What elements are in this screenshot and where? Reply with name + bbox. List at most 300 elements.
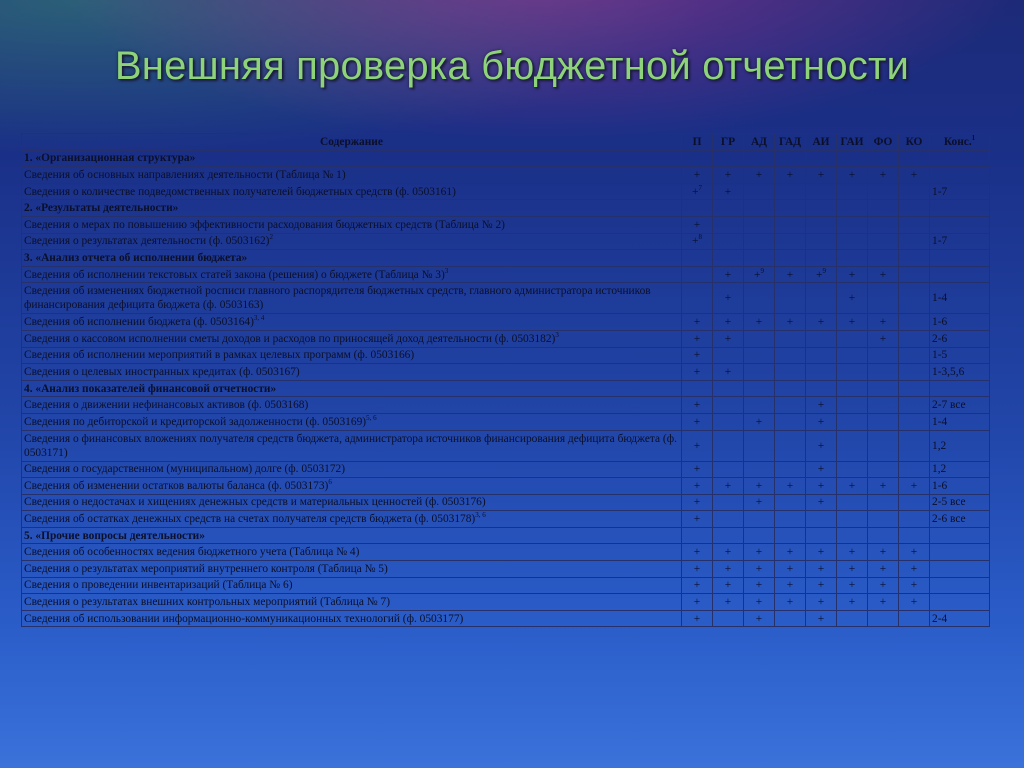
- mark-value: +: [786, 479, 794, 492]
- kons-cell: [930, 233, 990, 250]
- row-footnote: 3: [555, 330, 559, 339]
- mark-cell: [806, 250, 837, 267]
- mark-value: +: [724, 185, 732, 198]
- mark-cell: [806, 216, 837, 233]
- mark-cell: [837, 594, 868, 611]
- mark-value: +: [848, 562, 856, 575]
- mark-cell: [868, 461, 899, 478]
- mark-value: +: [910, 596, 918, 609]
- row-footnote: 3: [444, 266, 449, 275]
- mark-cell: [713, 233, 744, 250]
- kons-value: 1-5: [932, 349, 948, 362]
- table-row: [22, 183, 990, 200]
- mark-cell: [713, 413, 744, 430]
- mark-cell: [713, 200, 744, 217]
- mark-cell: [775, 330, 806, 347]
- mark-cell: [837, 150, 868, 167]
- mark-value: +: [693, 546, 701, 559]
- row-content: [22, 430, 682, 461]
- kons-cell: [930, 397, 990, 414]
- mark-cell: [899, 527, 930, 544]
- kons-cell: [930, 266, 990, 283]
- kons-cell: [930, 561, 990, 578]
- header-label: КО: [905, 135, 923, 148]
- mark-cell: [713, 430, 744, 461]
- mark-cell: [682, 527, 713, 544]
- table-row: [22, 167, 990, 184]
- mark-cell: [837, 330, 868, 347]
- mark-cell: [837, 380, 868, 397]
- mark-value: +: [724, 332, 732, 345]
- mark-value: +: [817, 168, 825, 181]
- row-text: Сведения об использовании информационно-коммуникационных технологий (ф. 0503177): [24, 612, 464, 625]
- mark-cell: [744, 200, 775, 217]
- mark-cell: [713, 167, 744, 184]
- table-row: [22, 461, 990, 478]
- mark-cell: [682, 577, 713, 594]
- row-text: Сведения о результатах мероприятий внутреннего контроля (Таблица № 5): [24, 562, 388, 575]
- kons-cell: [930, 250, 990, 267]
- row-text: 2. «Результаты деятельности»: [24, 202, 179, 215]
- mark-cell: [775, 216, 806, 233]
- mark-cell: [775, 610, 806, 627]
- table-body: [22, 150, 990, 627]
- kons-value: 2-7 все: [932, 399, 966, 412]
- mark-value: +: [879, 268, 887, 281]
- mark-cell: [899, 594, 930, 611]
- mark-cell: [744, 347, 775, 364]
- mark-cell: [713, 266, 744, 283]
- section-row: [22, 150, 990, 167]
- mark-cell: [899, 266, 930, 283]
- mark-value: +: [817, 479, 825, 492]
- mark-cell: [775, 364, 806, 381]
- mark-cell: [682, 511, 713, 528]
- header-label: ФО: [873, 135, 893, 148]
- row-text: Сведения о результатах внешних контрольных мероприятий (Таблица № 7): [24, 596, 390, 609]
- mark-value: +: [910, 579, 918, 592]
- mark-cell: [806, 200, 837, 217]
- mark-cell: [806, 413, 837, 430]
- kons-cell: [930, 461, 990, 478]
- mark-cell: [837, 494, 868, 511]
- mark-cell: [744, 183, 775, 200]
- mark-value: +: [754, 268, 761, 281]
- mark-value: +: [755, 562, 763, 575]
- mark-cell: [744, 250, 775, 267]
- mark-cell: [713, 283, 744, 314]
- mark-cell: [806, 314, 837, 331]
- mark-cell: [682, 364, 713, 381]
- mark-cell: [713, 380, 744, 397]
- mark-value: +: [786, 596, 794, 609]
- header-label: ГР: [720, 135, 736, 148]
- row-text: Сведения об исполнении мероприятий в рамках целевых программ (ф. 0503166): [24, 349, 415, 362]
- row-text: Сведения об изменении остатков валюты баланса (ф. 0503173): [24, 479, 329, 492]
- kons-value: 1-7: [932, 235, 948, 248]
- mark-cell: [775, 577, 806, 594]
- mark-cell: [682, 610, 713, 627]
- mark-value: +: [879, 562, 887, 575]
- table-row: [22, 494, 990, 511]
- mark-value: +: [755, 168, 763, 181]
- mark-cell: [899, 150, 930, 167]
- section-row: [22, 200, 990, 217]
- mark-cell: [837, 364, 868, 381]
- mark-value: +: [786, 579, 794, 592]
- mark-value: +: [848, 168, 856, 181]
- mark-cell: [682, 330, 713, 347]
- mark-value: +: [755, 579, 763, 592]
- mark-cell: [713, 494, 744, 511]
- row-content: [22, 330, 682, 347]
- row-text: Сведения о целевых иностранных кредитах (ф. 0503167): [24, 365, 300, 378]
- mark-value: +: [879, 479, 887, 492]
- mark-cell: [868, 347, 899, 364]
- row-text: 4. «Анализ показателей финансовой отчетности»: [24, 382, 277, 395]
- mark-cell: [868, 527, 899, 544]
- kons-value: 1-7: [932, 185, 948, 198]
- mark-value: +: [724, 546, 732, 559]
- kons-value: 1,2: [932, 439, 947, 452]
- mark-cell: [899, 397, 930, 414]
- slide-title: Внешняя проверка бюджетной отчетности: [114, 44, 910, 88]
- mark-cell: [806, 478, 837, 495]
- mark-cell: [899, 347, 930, 364]
- table-row: [22, 314, 990, 331]
- mark-value: +: [693, 365, 701, 378]
- mark-cell: [899, 314, 930, 331]
- mark-cell: [744, 610, 775, 627]
- mark-cell: [713, 577, 744, 594]
- mark-value: +: [817, 399, 825, 412]
- mark-cell: [806, 610, 837, 627]
- mark-cell: [744, 266, 775, 283]
- mark-cell: [899, 233, 930, 250]
- mark-value: +: [692, 235, 699, 248]
- mark-cell: [806, 330, 837, 347]
- row-content: [22, 364, 682, 381]
- mark-cell: [868, 577, 899, 594]
- mark-cell: [775, 397, 806, 414]
- kons-cell: [930, 544, 990, 561]
- mark-cell: [682, 494, 713, 511]
- row-text: Сведения об исполнении бюджета (ф. 0503164): [24, 316, 254, 329]
- mark-cell: [775, 544, 806, 561]
- header-label: ГАИ: [840, 135, 864, 148]
- mark-cell: [837, 200, 868, 217]
- mark-cell: [682, 347, 713, 364]
- mark-cell: [744, 527, 775, 544]
- mark-cell: [775, 250, 806, 267]
- mark-footnote: 9: [760, 266, 764, 275]
- mark-cell: [868, 544, 899, 561]
- mark-cell: [682, 167, 713, 184]
- mark-cell: [899, 183, 930, 200]
- mark-cell: [682, 430, 713, 461]
- mark-cell: [868, 250, 899, 267]
- table-row: [22, 413, 990, 430]
- mark-value: +: [848, 268, 856, 281]
- mark-cell: [837, 250, 868, 267]
- mark-cell: [837, 527, 868, 544]
- mark-cell: [682, 266, 713, 283]
- kons-cell: [930, 330, 990, 347]
- mark-cell: [837, 430, 868, 461]
- mark-cell: [775, 233, 806, 250]
- mark-cell: [806, 561, 837, 578]
- mark-value: +: [724, 365, 732, 378]
- row-text: 1. «Организационная структура»: [24, 152, 196, 165]
- mark-value: +: [817, 546, 825, 559]
- mark-cell: [682, 314, 713, 331]
- mark-value: +: [786, 546, 794, 559]
- mark-cell: [744, 397, 775, 414]
- mark-value: +: [693, 415, 701, 428]
- table-row: [22, 347, 990, 364]
- mark-cell: [713, 544, 744, 561]
- mark-cell: [868, 283, 899, 314]
- mark-cell: [713, 216, 744, 233]
- kons-cell: [930, 364, 990, 381]
- mark-value: +: [693, 513, 701, 526]
- mark-cell: [899, 478, 930, 495]
- mark-cell: [868, 200, 899, 217]
- row-text: Сведения об особенностях ведения бюджетного учета (Таблица № 4): [24, 546, 360, 559]
- mark-cell: [868, 167, 899, 184]
- kons-cell: [930, 283, 990, 314]
- mark-cell: [713, 397, 744, 414]
- mark-cell: [682, 250, 713, 267]
- table-row: [22, 577, 990, 594]
- mark-value: +: [724, 292, 732, 305]
- table-row: [22, 283, 990, 314]
- mark-cell: [899, 494, 930, 511]
- table-row: [22, 561, 990, 578]
- mark-cell: [868, 511, 899, 528]
- mark-value: +: [693, 399, 701, 412]
- kons-cell: [930, 183, 990, 200]
- row-text: Сведения об остатках денежных средств на счетах получателя средств бюджета (ф. 0503178): [24, 513, 476, 526]
- mark-value: +: [693, 479, 701, 492]
- mark-cell: [775, 283, 806, 314]
- mark-value: +: [910, 562, 918, 575]
- table-row: [22, 430, 990, 461]
- mark-footnote: 8: [698, 233, 702, 242]
- mark-cell: [682, 200, 713, 217]
- kons-cell: [930, 494, 990, 511]
- mark-value: +: [879, 316, 887, 329]
- row-text: Сведения о недостачах и хищениях денежных средств и материальных ценностей (ф. 0503176): [24, 496, 486, 509]
- mark-cell: [775, 413, 806, 430]
- mark-cell: [744, 283, 775, 314]
- row-text: Сведения об изменениях бюджетной росписи главного распорядителя бюджетных средств, главного администратора источников финансирования дефицита бюджета (ф. 0503163): [24, 285, 651, 312]
- mark-value: +: [755, 496, 763, 509]
- header-column: [713, 134, 744, 151]
- table-row: [22, 544, 990, 561]
- header-column: [775, 134, 806, 151]
- kons-value: 2-4: [932, 612, 948, 625]
- mark-cell: [775, 430, 806, 461]
- mark-cell: [806, 150, 837, 167]
- mark-cell: [899, 461, 930, 478]
- mark-value: +: [693, 439, 701, 452]
- mark-value: +: [724, 316, 732, 329]
- mark-value: +: [848, 596, 856, 609]
- mark-cell: [744, 413, 775, 430]
- row-content: [22, 610, 682, 627]
- mark-cell: [682, 478, 713, 495]
- mark-cell: [806, 527, 837, 544]
- header-column: [899, 134, 930, 151]
- mark-value: +: [693, 463, 701, 476]
- mark-value: +: [817, 439, 825, 452]
- mark-cell: [899, 283, 930, 314]
- mark-cell: [775, 527, 806, 544]
- mark-value: +: [693, 579, 701, 592]
- kons-cell: [930, 167, 990, 184]
- section-title: [22, 250, 682, 267]
- mark-cell: [837, 461, 868, 478]
- row-text: Сведения о количестве подведомственных получателей бюджетных средств (ф. 0503161): [24, 185, 456, 198]
- mark-cell: [899, 250, 930, 267]
- kons-cell: [930, 380, 990, 397]
- mark-value: +: [786, 268, 794, 281]
- mark-cell: [806, 594, 837, 611]
- mark-cell: [775, 594, 806, 611]
- mark-value: +: [724, 268, 732, 281]
- mark-cell: [775, 167, 806, 184]
- mark-cell: [899, 610, 930, 627]
- row-footnote: 3, 6: [475, 511, 486, 520]
- mark-cell: [713, 511, 744, 528]
- mark-cell: [806, 183, 837, 200]
- report-table: [21, 133, 990, 627]
- mark-cell: [806, 233, 837, 250]
- mark-cell: [775, 150, 806, 167]
- mark-cell: [682, 183, 713, 200]
- kons-cell: [930, 430, 990, 461]
- mark-cell: [868, 330, 899, 347]
- mark-value: +: [724, 479, 732, 492]
- mark-value: +: [879, 596, 887, 609]
- mark-cell: [868, 364, 899, 381]
- mark-cell: [682, 561, 713, 578]
- mark-cell: [806, 380, 837, 397]
- kons-cell: [930, 314, 990, 331]
- row-content: [22, 183, 682, 200]
- mark-value: +: [910, 546, 918, 559]
- mark-cell: [899, 364, 930, 381]
- section-row: [22, 380, 990, 397]
- mark-cell: [806, 511, 837, 528]
- mark-cell: [744, 330, 775, 347]
- row-footnote: 2: [269, 233, 273, 242]
- table-row: [22, 511, 990, 528]
- kons-value: 1-4: [932, 415, 948, 428]
- mark-cell: [806, 397, 837, 414]
- mark-value: +: [817, 463, 825, 476]
- mark-value: +: [786, 316, 794, 329]
- mark-cell: [806, 364, 837, 381]
- mark-cell: [899, 577, 930, 594]
- header-column: [806, 134, 837, 151]
- mark-cell: [868, 183, 899, 200]
- mark-cell: [775, 380, 806, 397]
- mark-value: +: [848, 546, 856, 559]
- kons-cell: [930, 200, 990, 217]
- kons-cell: [930, 610, 990, 627]
- mark-value: +: [755, 596, 763, 609]
- table-row: [22, 478, 990, 495]
- row-text: Сведения о проведении инвентаризаций (Таблица № 6): [24, 579, 293, 592]
- row-text: Сведения о государственном (муниципальном) долге (ф. 0503172): [24, 463, 346, 476]
- mark-cell: [868, 561, 899, 578]
- kons-cell: [930, 478, 990, 495]
- mark-cell: [837, 397, 868, 414]
- mark-value: +: [724, 168, 732, 181]
- mark-value: +: [693, 316, 701, 329]
- mark-value: +: [817, 316, 825, 329]
- table-row: [22, 364, 990, 381]
- mark-value: +: [848, 316, 856, 329]
- row-content: [22, 561, 682, 578]
- mark-cell: [682, 461, 713, 478]
- mark-cell: [744, 577, 775, 594]
- mark-cell: [744, 511, 775, 528]
- mark-cell: [806, 494, 837, 511]
- kons-cell: [930, 527, 990, 544]
- mark-cell: [713, 478, 744, 495]
- mark-cell: [868, 594, 899, 611]
- mark-cell: [682, 150, 713, 167]
- mark-value: +: [910, 168, 918, 181]
- kons-cell: [930, 577, 990, 594]
- mark-cell: [806, 544, 837, 561]
- mark-cell: [899, 200, 930, 217]
- mark-cell: [899, 330, 930, 347]
- row-text: Сведения о кассовом исполнении сметы доходов и расходов по приносящей доход деятельности (ф. 0503182): [24, 332, 556, 345]
- mark-cell: [775, 314, 806, 331]
- mark-value: +: [693, 596, 701, 609]
- mark-cell: [837, 413, 868, 430]
- kons-value: 1-6: [932, 479, 948, 492]
- mark-cell: [713, 150, 744, 167]
- mark-cell: [744, 594, 775, 611]
- header-content: [22, 134, 682, 151]
- mark-cell: [744, 380, 775, 397]
- mark-value: +: [848, 292, 856, 305]
- header-column: [930, 134, 990, 151]
- table-row: [22, 397, 990, 414]
- row-text: Сведения о движении нефинансовых активов (ф. 0503168): [24, 399, 309, 412]
- row-content: [22, 266, 682, 283]
- row-content: [22, 494, 682, 511]
- mark-cell: [837, 347, 868, 364]
- mark-cell: [868, 150, 899, 167]
- mark-cell: [899, 167, 930, 184]
- mark-value: +: [693, 496, 701, 509]
- row-content: [22, 594, 682, 611]
- mark-cell: [713, 347, 744, 364]
- kons-value: 1-3,5,6: [932, 365, 965, 378]
- row-text: 3. «Анализ отчета об исполнении бюджета»: [24, 251, 248, 264]
- mark-cell: [713, 461, 744, 478]
- kons-value: 1-4: [932, 292, 948, 305]
- mark-value: +: [848, 479, 856, 492]
- kons-cell: [930, 413, 990, 430]
- kons-value: 2-5 все: [932, 496, 966, 509]
